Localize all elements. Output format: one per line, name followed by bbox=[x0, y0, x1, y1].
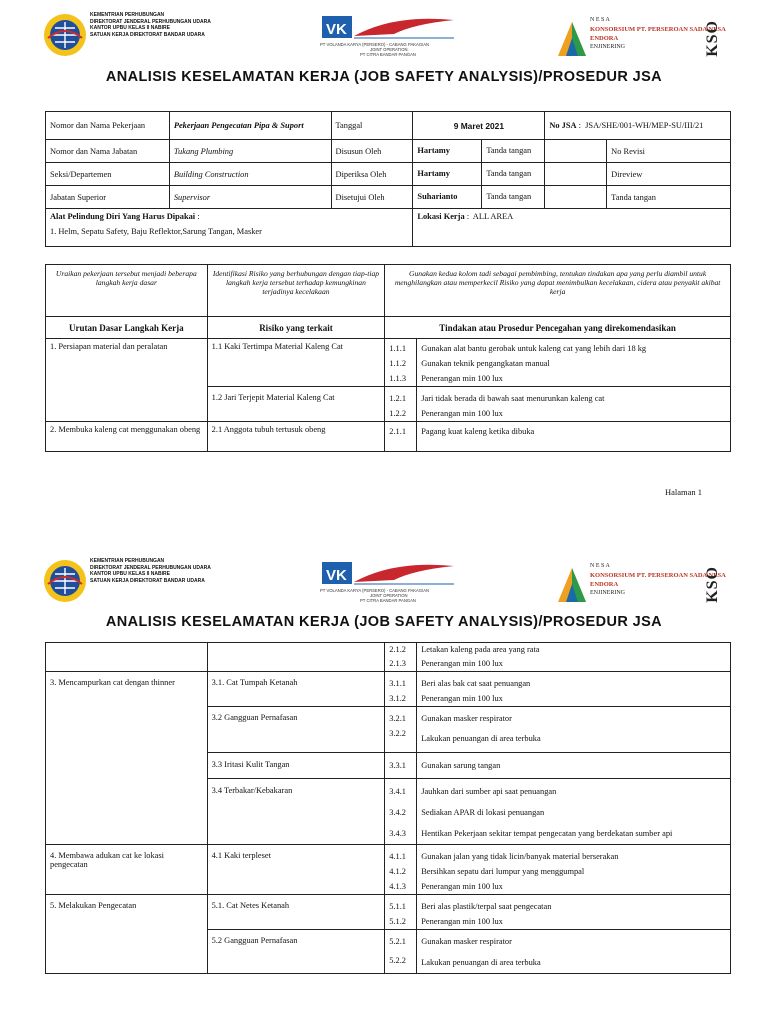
label-prepared: Disusun Oleh bbox=[331, 140, 413, 163]
col-header-steps: Urutan Dasar Langkah Kerja bbox=[46, 317, 208, 339]
actions-3-1: Beri alas bak cat saat penuangan Penerangan min 100 lux bbox=[417, 672, 731, 707]
risk-5-2: 5.2 Gangguan Pernafasan bbox=[207, 930, 385, 974]
svg-text:PT VOLANDA KARYA (PERSERO) - C: PT VOLANDA KARYA (PERSERO) - CABANG PAKAGIAN bbox=[320, 588, 430, 593]
actions-5-2: Gunakan masker respirator Lakukan penuangan di area terbuka bbox=[417, 930, 731, 974]
ministry-text: KEMENTRIAN PERHUBUNGAN DIREKTORAT JENDERAL PERHUBUNGAN UDARA KANTOR UPBU KELAS II NABIRE SATUAN KERJA DIREKTORAT BANDAR UDARA bbox=[90, 12, 211, 38]
nesa-logo: N E S A KONSORSIUM PT. PERSEROAN SADA NESA ENDORA ENJINERING KSO bbox=[556, 16, 726, 60]
label-job: Nomor dan Nama Pekerjaan bbox=[46, 112, 170, 140]
risk-2-1: 2.1 Anggota tubuh tertusuk obeng bbox=[207, 422, 385, 452]
page-title-2: ANALISIS KESELAMATAN KERJA (JOB SAFETY ANALYSIS)/PROSEDUR JSA bbox=[105, 614, 663, 630]
risk-1-1: 1.1 Kaki Tertimpa Material Kaleng Cat bbox=[207, 339, 385, 387]
actions-3-3: Gunakan sarung tangan bbox=[417, 753, 731, 779]
step-2: 2. Membuka kaleng cat menggunakan obeng bbox=[46, 422, 208, 452]
vk-logo-icon bbox=[320, 12, 460, 60]
actions-2-1: Pagang kuat kaleng ketika dibuka bbox=[417, 422, 731, 452]
approved-cell: Suharianto Tanda tangan bbox=[413, 186, 545, 209]
svg-text:JOINT OPERATION: JOINT OPERATION bbox=[370, 593, 408, 598]
label-revision: No Revisi bbox=[607, 140, 731, 163]
value-date: 9 Maret 2021 bbox=[413, 112, 545, 140]
actions-3-2: Gunakan masker respirator Lakukan penuangan di area terbuka bbox=[417, 707, 731, 753]
guide-risks: Identifikasi Risiko yang berhubungan dengan tiap-tiap langkah kerja tersebut terhadap kemungkinan terjadinya kecelakaan bbox=[207, 265, 385, 317]
label-section: Seksi/Departemen bbox=[46, 163, 170, 186]
label-signature: Tanda tangan bbox=[607, 186, 731, 209]
risk-3-4: 3.4 Terbakar/Kebakaran bbox=[207, 779, 385, 845]
risk-3-1: 3.1. Cat Tumpah Ketanah bbox=[207, 672, 385, 707]
page-number: Halaman 1 bbox=[664, 487, 702, 497]
risk-4-1: 4.1 Kaki terpleset bbox=[207, 845, 385, 895]
vk-logo-icon bbox=[320, 558, 460, 606]
header-top bbox=[0, 10, 768, 70]
label-approved: Disetujui Oleh bbox=[331, 186, 413, 209]
prepared-cell: Hartamy Tanda tangan bbox=[413, 140, 545, 163]
svg-text:PT CITRA BANDAR PANGAN: PT CITRA BANDAR PANGAN bbox=[360, 598, 416, 603]
actions-2-1-cont: Letakan kaleng pada area yang rata Penerangan min 100 lux bbox=[417, 643, 731, 672]
header-page2 bbox=[0, 556, 768, 616]
risk-3-3: 3.3 Iritasi Kulit Tangan bbox=[207, 753, 385, 779]
value-superior: Supervisor bbox=[169, 186, 331, 209]
nesa-triangle-icon bbox=[556, 564, 588, 604]
ministry-logo-icon bbox=[42, 10, 88, 60]
apd-cell: Alat Pelindung Diri Yang Harus Dipakai : 1. Helm, Sepatu Safety, Baju Reflektor,Sarung Tangan, Masker bbox=[46, 209, 413, 247]
checked-cell: Hartamy Tanda tangan bbox=[413, 163, 545, 186]
location-cell: Lokasi Kerja : ALL AREA bbox=[413, 209, 731, 247]
step-1: 1. Persiapan material dan peralatan bbox=[46, 339, 208, 422]
svg-text:VK: VK bbox=[326, 567, 347, 584]
risk-3-2: 3.2 Gangguan Pernafasan bbox=[207, 707, 385, 753]
label-superior: Jabatan Superior bbox=[46, 186, 170, 209]
value-section: Building Construction bbox=[169, 163, 331, 186]
value-position: Tukang Plumbing bbox=[169, 140, 331, 163]
job-info-table bbox=[45, 111, 731, 247]
actions-1-2: Jari tidak berada di bawah saat menurunkan kaleng cat Penerangan min 100 lux bbox=[417, 387, 731, 422]
svg-text:JOINT OPERATION: JOINT OPERATION bbox=[370, 47, 408, 52]
nesa-logo: N E S A KONSORSIUM PT. PERSEROAN SADA NESA ENDORA ENJINERING KSO bbox=[556, 562, 726, 606]
risk-1-2: 1.2 Jari Terjepit Material Kaleng Cat bbox=[207, 387, 385, 422]
svg-text:VK: VK bbox=[326, 21, 347, 38]
actions-5-1: Beri alas plastik/terpal saat pengecatan Penerangan min 100 lux bbox=[417, 895, 731, 930]
actions-1-1: Gunakan alat bantu gerobak untuk kaleng cat yang lebih dari 18 kg Gunakan teknik pengangkatan manual Penerangan min 100 lux bbox=[417, 339, 731, 387]
jsa-number: No JSA : JSA/SHE/001-WH/MEP-SU/III/21 bbox=[545, 112, 731, 140]
svg-text:PT CITRA BANDAR PANGAN: PT CITRA BANDAR PANGAN bbox=[360, 52, 416, 57]
guide-actions: Gunakan kedua kolom tadi sebagai pembimbing, tentukan tindakan apa yang perlu diambil untuk menghilangkan atau memperkecil Risiko yang dapat menimbulkan kecelakaan, cidera atau penyakit akibat kerja bbox=[385, 265, 731, 317]
step-3: 3. Mencampurkan cat dengan thinner bbox=[46, 672, 208, 845]
ministry-logo-icon bbox=[42, 556, 88, 606]
label-review: Direview bbox=[607, 163, 731, 186]
col-header-risks: Risiko yang terkait bbox=[207, 317, 385, 339]
actions-4-1: Gunakan jalan yang tidak licin/banyak material berserakan Bersihkan sepatu dari lumpur yang menggumpal Penerangan min 100 lux bbox=[417, 845, 731, 895]
jsa-table-page1: Uraikan pekerjaan tersebut menjadi beberapa langkah kerja dasar Identifikasi Risiko yang berhubungan dengan tiap-tiap langkah kerja tersebut terhadap kemungkinan terjadinya kecelakaan Gunakan kedua kolom tadi sebagai pembimbing, tentukan tindakan apa yang perlu diambil untuk menghilangkan atau memperkecil Risiko yang dapat menimbulkan kecelakaan, cidera atau penyakit akibat kerja Urutan Dasar Langkah Kerja Risiko yang terkait Tindakan atau Prosedur Pencegahan yang direkomendasikan 1. Persiapan material dan peralatan 1.1 Kaki Tertimpa Material Kaleng Cat 1.1.1 1.1.2 1.1.3 Gunakan alat bantu gerobak untuk kaleng cat yang lebih dari 18 kg Gunakan teknik pengangkatan manual Penerangan min 100 lux 1.2 Jari Terjepit Material Kaleng Cat 1.2.1 1.2.2 Jari tidak berada di bawah saat menurunkan kaleng cat Penerangan min 100 lux 2. Membuka kaleng cat menggunakan obeng 2.1 Anggota tubuh tertusuk obeng 2.1.1 Pagang kuat kaleng ketika dibuka bbox=[45, 264, 731, 452]
nesa-triangle-icon bbox=[556, 18, 588, 58]
label-date: Tanggal bbox=[331, 112, 413, 140]
risk-5-1: 5.1. Cat Netes Ketanah bbox=[207, 895, 385, 930]
ministry-text: KEMENTRIAN PERHUBUNGAN DIREKTORAT JENDERAL PERHUBUNGAN UDARA KANTOR UPBU KELAS II NABIRE SATUAN KERJA DIREKTORAT BANDAR UDARA bbox=[90, 558, 211, 584]
step-5: 5. Melakukan Pengecatan bbox=[46, 895, 208, 974]
jsa-table-page2: 2.1.2 2.1.3 Letakan kaleng pada area yang rata Penerangan min 100 lux 3. Mencampurkan cat dengan thinner 3.1. Cat Tumpah Ketanah 3.1.1 3.1.2 Beri alas bak cat saat penuangan Penerangan min 100 lux 3.2 Gangguan Pernafasan 3.2.1 3.2.2 Gunakan masker respirator Lakukan penuangan di area terbuka 3.3 Iritasi Kulit Tangan 3.3.1 Gunakan sarung tangan 3.4 Terbakar/Kebakaran 3.4.1 3.4.2 3.4.3 Jauhkan dari sumber api saat penuangan Sediakan APAR di lokasi penuangan Hentikan Pekerjaan sekitar tempat pengecatan yang berdekatan sumber api 4. Membawa adukan cat ke lokasi pengecatan 4.1 Kaki terpleset 4.1.1 4.1.2 4.1.3 Gunakan jalan yang tidak licin/banyak material berserakan Bersihkan sepatu dari lumpur yang menggumpal Penerangan min 100 lux 5. Melakukan Pengecatan 5.1. Cat Netes Ketanah 5.1.1 5.1.2 Beri alas plastik/terpal saat pengecatan Penerangan min 100 lux 5.2 Gangguan Pernafasan 5.2.1 5.2.2 Gunakan masker respirator Lakukan penuangan di area terbuka bbox=[45, 642, 731, 974]
col-header-actions: Tindakan atau Prosedur Pencegahan yang direkomendasikan bbox=[385, 317, 731, 339]
svg-text:PT VOLANDA KARYA (PERSERO) - C: PT VOLANDA KARYA (PERSERO) - CABANG PAKAGIAN bbox=[320, 42, 430, 47]
value-job: Pekerjaan Pengecatan Pipa & Suport bbox=[169, 112, 331, 140]
label-checked: Diperiksa Oleh bbox=[331, 163, 413, 186]
page-title: ANALISIS KESELAMATAN KERJA (JOB SAFETY ANALYSIS)/PROSEDUR JSA bbox=[105, 69, 663, 85]
guide-steps: Uraikan pekerjaan tersebut menjadi beberapa langkah kerja dasar bbox=[46, 265, 208, 317]
label-position: Nomor dan Nama Jabatan bbox=[46, 140, 170, 163]
actions-3-4: Jauhkan dari sumber api saat penuangan Sediakan APAR di lokasi penuangan Hentikan Pekerjaan sekitar tempat pengecatan yang berdekatan sumber api bbox=[417, 779, 731, 845]
step-4: 4. Membawa adukan cat ke lokasi pengecatan bbox=[46, 845, 208, 895]
